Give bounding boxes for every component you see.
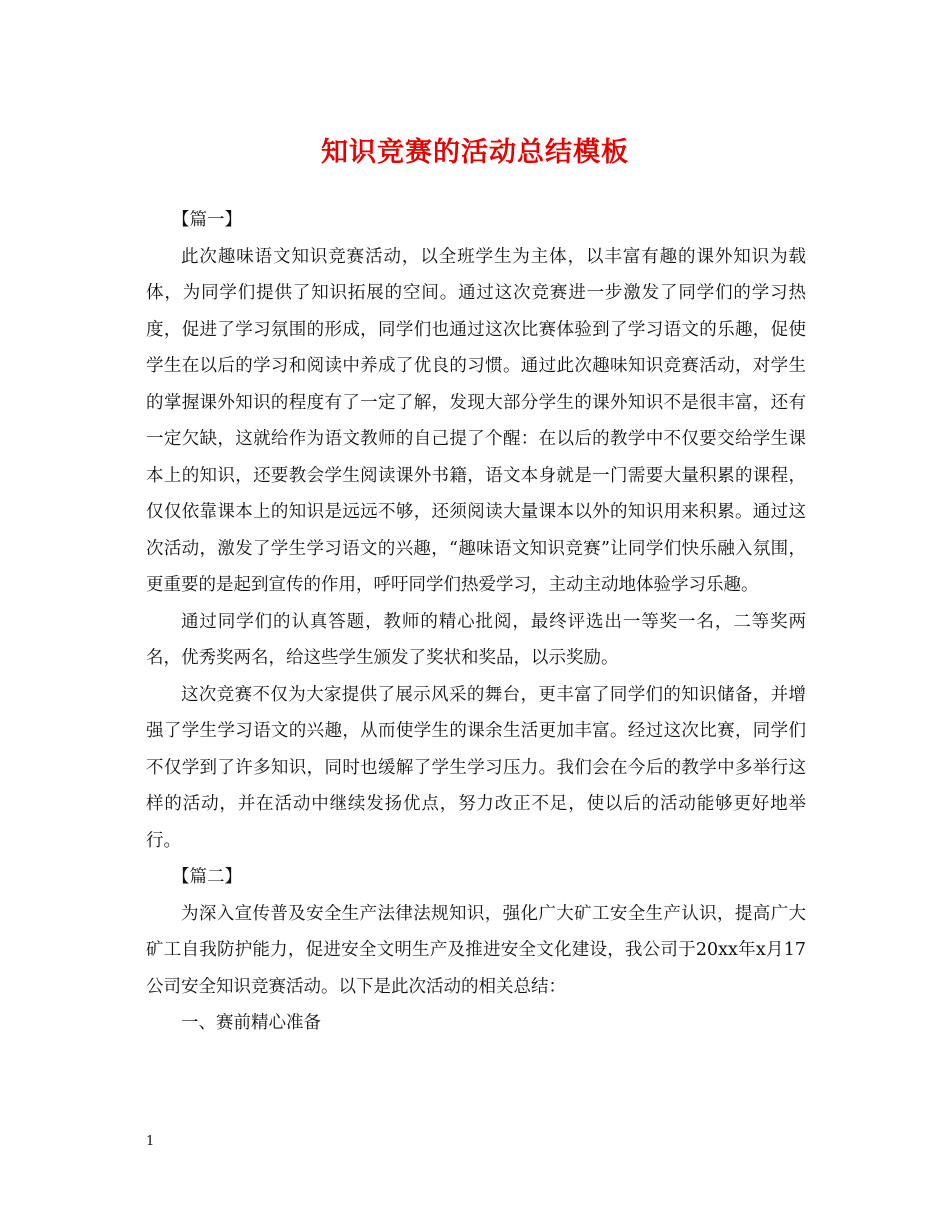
document-title: 知识竞赛的活动总结模板	[321, 137, 629, 168]
section-heading-1: 【篇一】	[172, 210, 242, 230]
paragraph-2: 通过同学们的认真答题，教师的精心批阅，最终评选出一等奖一名，二等奖两名，优秀奖两名，给这些学生颁发了奖状和奖品，以示奖励。	[146, 611, 806, 668]
document-body	[146, 202, 806, 1042]
paragraph-5: 一、赛前精心准备	[181, 1013, 321, 1033]
paragraph-1: 此次趣味语文知识竞赛活动，以全班学生为主体，以丰富有趣的课外知识为载体，为同学们提供了知识拓展的空间。通过这次竞赛进一步激发了同学们的学习热度，促进了学习氛围的形成，同学们也通过这次比赛体验到了学习语文的乐趣，促使学生在以后的学习和阅读中养成了优良的习惯。通过此次趣味知识竞赛活动，对学生的掌握课外知识的程度有了一定了解，发现大部分学生的课外知识不是很丰富，还有一定欠缺，这就给作为语文教师的自己提了个醒：在以后的教学中不仅要交给学生课本上的知识，还要教会学生阅读课外书籍，语文本身就是一门需要大量积累的课程，仅仅依靠课本上的知识是远远不够，还须阅读大量课本以外的知识用来积累。通过这次活动，激发了学生学习语文的兴趣，“趣味语文知识竞赛”让同学们快乐融入氛围，更重要的是起到宣传的作用，呼吁同学们热爱学习，主动主动地体验学习乐趣。	[146, 246, 806, 595]
section-heading-2: 【篇二】	[172, 867, 242, 887]
page-number: 1	[146, 1134, 155, 1149]
paragraph-4: 为深入宣传普及安全生产法律法规知识，强化广大矿工安全生产认识，提高广大矿工自我防护能力，促进安全文明生产及推进安全文化建设，我公司于20xx年x月17公司安全知识竞赛活动。以下是此次活动的相关总结：	[146, 903, 806, 997]
paragraph-3: 这次竞赛不仅为大家提供了展示风采的舞台，更丰富了同学们的知识储备，并增强了学生学习语文的兴趣，从而使学生的课余生活更加丰富。经过这次比赛，同学们不仅学到了许多知识，同时也缓解了学生学习压力。我们会在今后的教学中多举行这样的活动，并在活动中继续发扬优点，努力改正不足，使以后的活动能够更好地举行。	[146, 684, 806, 851]
